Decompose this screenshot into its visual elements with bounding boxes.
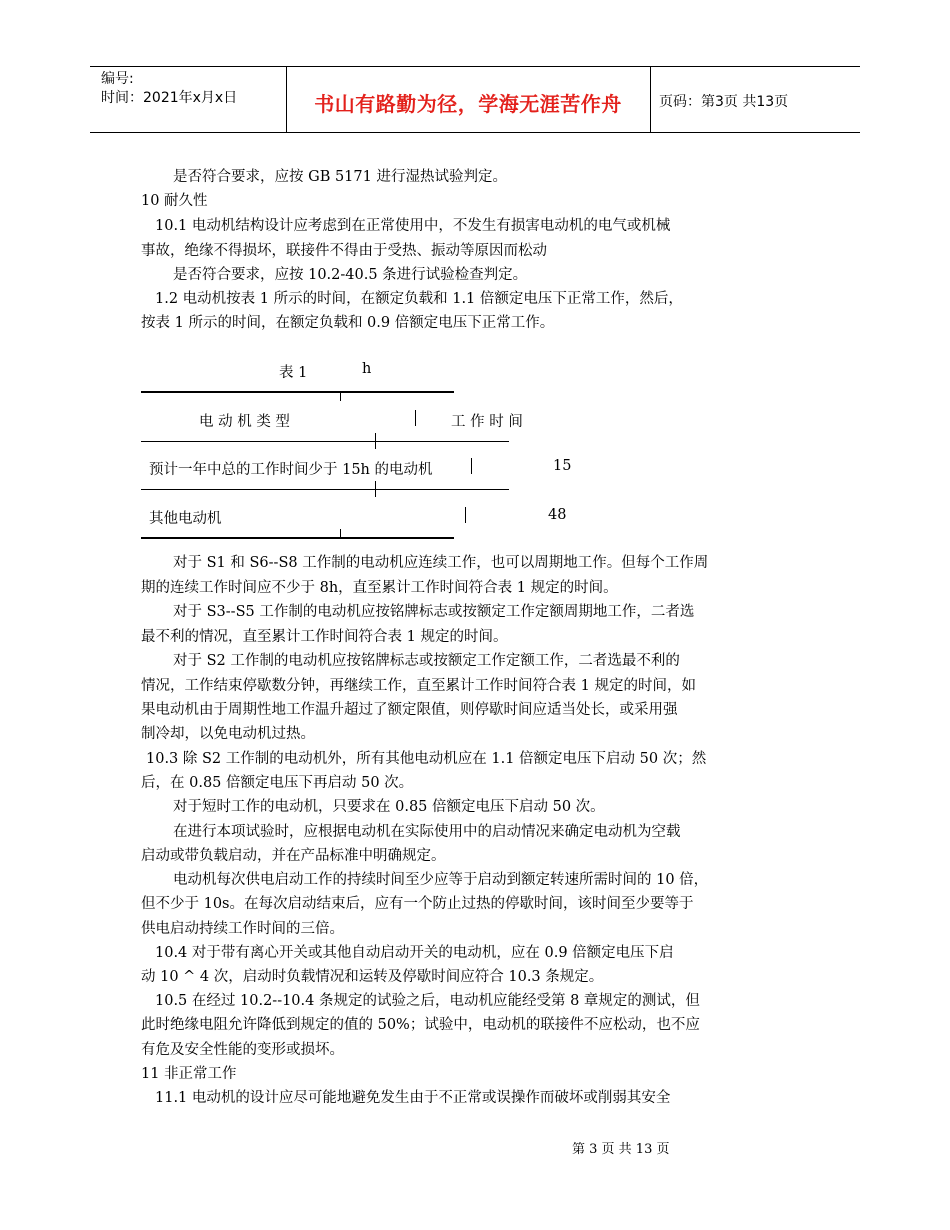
- body-line: 10.3 除 S2 工作制的电动机外，所有其他电动机应在 1.1 倍额定电压下启动 50 次；然: [146, 751, 707, 767]
- section-heading: 10 耐久性: [141, 193, 208, 209]
- body-line: 果电动机由于周期性地工作温升超过了额定限值，则停歇时间应适当处长，或采用强: [141, 702, 678, 718]
- header-top-rule: [90, 66, 860, 67]
- body-line: 11.1 电动机的设计应尽可能地避免发生由于不正常或误操作而破坏或削弱其安全: [155, 1090, 671, 1106]
- body-line: 事故，绝缘不得损坏，联接件不得由于受热、振动等原因而松动: [141, 243, 547, 259]
- table-column-divider: [465, 507, 466, 523]
- table-bottom-rule: [141, 537, 454, 539]
- document-number-label: 编号:: [101, 71, 134, 87]
- body-line: 在进行本项试验时，应根据电动机在实际使用中的启动情况来确定电动机为空载: [173, 824, 681, 840]
- body-line: 动 10 ^ 4 次，启动时负载情况和运转及停歇时间应符合 10.3 条规定。: [141, 969, 604, 985]
- section-heading: 11 非正常工作: [141, 1066, 237, 1082]
- body-line: 有危及安全性能的变形或损坏。: [141, 1042, 344, 1058]
- header-page-number: 页码：第3页 共13页: [659, 94, 789, 110]
- body-line: 后，在 0.85 倍额定电压下再启动 50 次。: [141, 775, 414, 791]
- body-line: 是否符合要求，应按 GB 5171 进行湿热试验判定。: [173, 169, 507, 185]
- body-line: 供电启动持续工作时间的三倍。: [141, 921, 344, 937]
- body-line: 按表 1 所示的时间，在额定负载和 0.9 倍额定电压下正常工作。: [141, 315, 555, 331]
- table-rule-tick: [340, 393, 341, 401]
- table-caption: 表 1: [279, 365, 308, 381]
- document-date: 时间：2021年x月x日: [101, 90, 238, 106]
- table-unit: h: [362, 361, 372, 377]
- table-row-rule: [141, 489, 509, 490]
- body-line: 对于 S1 和 S6--S8 工作制的电动机应连续工作，也可以周期地工作。但每个工作周: [173, 555, 709, 571]
- body-line: 10.4 对于带有离心开关或其他自动启动开关的电动机，应在 0.9 倍额定电压下启: [155, 945, 674, 961]
- body-line: 对于短时工作的电动机，只要求在 0.85 倍额定电压下启动 50 次。: [173, 799, 605, 815]
- body-line: 对于 S2 工作制的电动机应按铭牌标志或按额定工作定额工作，二者选最不利的: [173, 653, 680, 669]
- table-cell-type: 预计一年中总的工作时间少于 15h 的电动机: [149, 462, 433, 478]
- body-line: 情况，工作结束停歇数分钟，再继续工作，直至累计工作时间符合表 1 规定的时间，如: [141, 678, 696, 694]
- table-cell-type: 其他电动机: [149, 511, 222, 527]
- table-rule-tick: [375, 481, 376, 497]
- table-rule-tick: [375, 433, 376, 449]
- table-rule-tick: [340, 529, 341, 537]
- table-top-rule: [141, 391, 454, 393]
- body-line: 期的连续工作时间应不少于 8h，直至累计工作时间符合表 1 规定的时间。: [141, 580, 618, 596]
- body-line: 但不少于 10s。在每次启动结束后，应有一个防止过热的停歇时间，该时间至少要等于: [141, 896, 694, 912]
- body-line: 10.1 电动机结构设计应考虑到在正常使用中，不发生有损害电动机的电气或机械: [155, 218, 671, 234]
- body-line: 此时绝缘电阻允许降低到规定的值的 50%；试验中，电动机的联接件不应松动，也不应: [141, 1017, 700, 1033]
- body-line: 制冷却，以免电动机过热。: [141, 726, 315, 742]
- footer-page-number: 第 3 页 共 13 页: [572, 1142, 670, 1157]
- header-divider: [650, 66, 651, 132]
- body-line: 10.5 在经过 10.2--10.4 条规定的试验之后，电动机应能经受第 8 章规定的测试，但: [155, 993, 700, 1009]
- header-motto: 书山有路勤为径，学海无涯苦作舟: [314, 92, 622, 116]
- body-line: 对于 S3--S5 工作制的电动机应按铭牌标志或按额定工作定额周期地工作，二者选: [173, 604, 695, 620]
- body-line: 电动机每次供电启动工作的持续时间至少应等于启动到额定转速所需时间的 10 倍，: [173, 872, 709, 888]
- body-line: 1.2 电动机按表 1 所示的时间，在额定负载和 1.1 倍额定电压下正常工作，然后，: [155, 291, 683, 307]
- table-header-rule: [141, 441, 509, 442]
- header-meta: [101, 70, 237, 108]
- header-bottom-rule: [90, 132, 860, 133]
- table-cell-time: 15: [553, 458, 572, 474]
- body-line: 启动或带负载启动，并在产品标准中明确规定。: [141, 848, 446, 864]
- body-line: 是否符合要求，应按 10.2-40.5 条进行试验检查判定。: [173, 267, 528, 283]
- table-header-time: 工 作 时 间: [451, 414, 523, 430]
- table-header-type: 电 动 机 类 型: [199, 414, 290, 430]
- table-column-divider: [415, 410, 416, 426]
- body-line: 最不利的情况，直至累计工作时间符合表 1 规定的时间。: [141, 629, 508, 645]
- table-cell-time: 48: [548, 507, 567, 523]
- table-column-divider: [471, 458, 472, 474]
